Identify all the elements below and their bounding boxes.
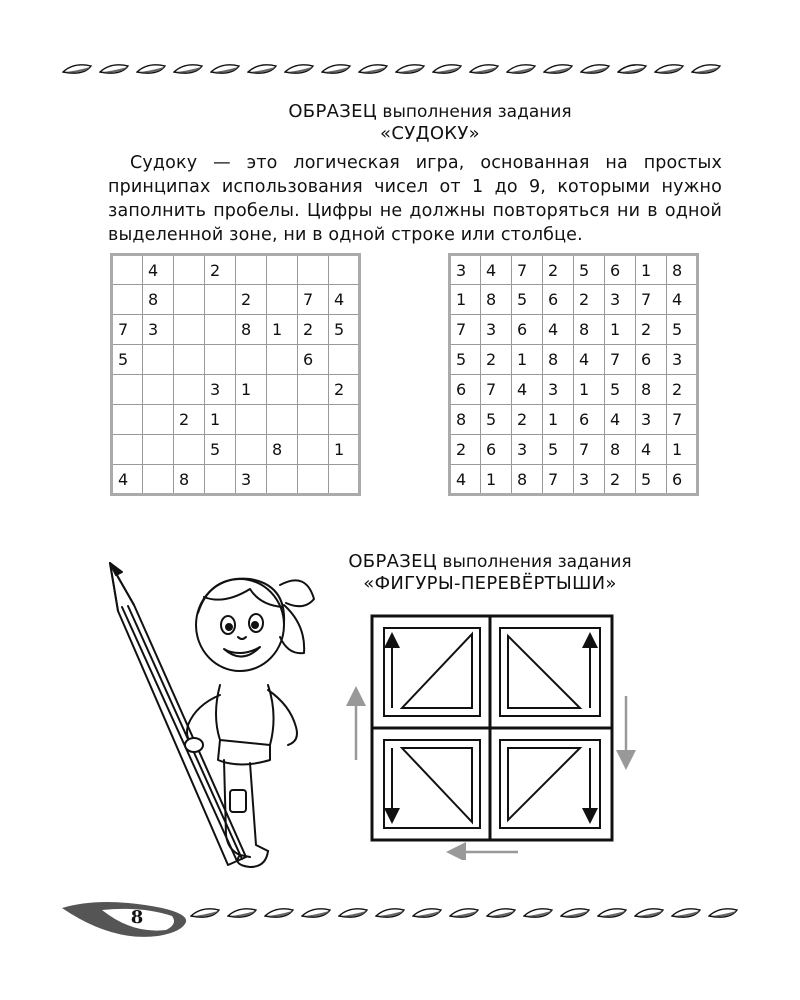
solution-cell: 8	[574, 315, 605, 345]
puzzle-cell	[143, 345, 174, 375]
puzzle-cell	[329, 405, 360, 435]
solution-cell: 3	[574, 465, 605, 495]
solution-cell: 1	[574, 375, 605, 405]
flip-heading-rest: выполнения задания	[437, 552, 632, 572]
sudoku-puzzle-grid	[110, 253, 361, 496]
leaf-ornament-icon	[691, 63, 721, 77]
solution-cell: 1	[450, 285, 481, 315]
solution-cell: 5	[450, 345, 481, 375]
leaf-ornament-icon	[227, 907, 257, 921]
puzzle-cell	[112, 255, 143, 285]
leaf-ornament-icon	[432, 63, 462, 77]
puzzle-cell	[112, 375, 143, 405]
leaf-ornament-icon	[506, 63, 536, 77]
puzzle-cell: 2	[236, 285, 267, 315]
solution-cell: 4	[636, 435, 667, 465]
puzzle-cell	[236, 255, 267, 285]
puzzle-cell: 8	[267, 435, 298, 465]
solution-cell: 2	[450, 435, 481, 465]
puzzle-cell	[267, 375, 298, 405]
intro-paragraph: Судоку — это логическая игра, основанная на простых принципах использования чисел от 1 до 9, которыми нужно заполнить пробелы. Цифры не должны повторяться ни в одной выделенной зоне, ни в одной строке или столбце.	[108, 153, 722, 245]
leaf-ornament-icon	[486, 907, 516, 921]
leaf-ornament-icon	[321, 63, 351, 77]
sudoku-heading-title: «СУДОКУ»	[380, 123, 480, 144]
solution-row	[450, 255, 698, 285]
leaf-ornament-icon	[395, 63, 425, 77]
solution-cell: 5	[574, 255, 605, 285]
solution-cell: 5	[636, 465, 667, 495]
puzzle-cell	[298, 405, 329, 435]
leaf-ornament-icon	[284, 63, 314, 77]
puzzle-cell	[143, 465, 174, 495]
puzzle-cell: 8	[236, 315, 267, 345]
solution-cell: 6	[512, 315, 543, 345]
puzzle-cell	[205, 345, 236, 375]
puzzle-row	[112, 435, 360, 465]
solution-cell: 3	[450, 255, 481, 285]
solution-cell: 3	[512, 435, 543, 465]
leaf-ornament-icon	[634, 907, 664, 921]
puzzle-cell: 5	[329, 315, 360, 345]
solution-cell: 6	[481, 435, 512, 465]
puzzle-cell	[267, 255, 298, 285]
leaf-ornament-icon	[412, 907, 442, 921]
flip-heading-caps: ОБРАЗЕЦ	[348, 551, 438, 572]
triangle-bottom-left	[402, 748, 472, 822]
solution-cell: 5	[543, 435, 574, 465]
sudoku-heading-caps: ОБРАЗЕЦ	[288, 101, 378, 122]
puzzle-cell	[236, 345, 267, 375]
solution-cell: 3	[605, 285, 636, 315]
solution-cell: 5	[605, 375, 636, 405]
solution-cell: 2	[481, 345, 512, 375]
solution-cell: 7	[667, 405, 698, 435]
solution-cell: 8	[605, 435, 636, 465]
puzzle-cell: 7	[112, 315, 143, 345]
puzzle-cell	[267, 405, 298, 435]
solution-cell: 6	[636, 345, 667, 375]
solution-cell: 2	[512, 405, 543, 435]
solution-cell: 6	[450, 375, 481, 405]
sudoku-solution-grid	[448, 253, 699, 496]
solution-cell: 7	[512, 255, 543, 285]
solution-cell: 2	[543, 255, 574, 285]
solution-row	[450, 435, 698, 465]
puzzle-cell	[329, 255, 360, 285]
puzzle-cell: 1	[267, 315, 298, 345]
solution-row	[450, 465, 698, 495]
leaf-ornament-icon	[523, 907, 553, 921]
puzzle-cell: 2	[298, 315, 329, 345]
solution-cell: 8	[636, 375, 667, 405]
solution-cell: 7	[636, 285, 667, 315]
puzzle-cell	[112, 435, 143, 465]
leaf-ornament-icon	[136, 63, 166, 77]
solution-cell: 2	[636, 315, 667, 345]
puzzle-cell: 1	[205, 405, 236, 435]
puzzle-cell	[174, 435, 205, 465]
leaf-ornament-icon	[62, 63, 92, 77]
puzzle-cell	[329, 465, 360, 495]
puzzle-cell	[205, 285, 236, 315]
solution-cell: 7	[481, 375, 512, 405]
puzzle-cell	[174, 375, 205, 405]
triangle-top-right	[508, 636, 580, 708]
flip-figures-diagram	[340, 600, 640, 860]
top-leaf-border	[62, 63, 728, 77]
puzzle-cell	[143, 405, 174, 435]
leaf-ornament-icon	[99, 63, 129, 77]
bottom-leaf-border	[190, 907, 745, 921]
puzzle-cell: 2	[329, 375, 360, 405]
solution-cell: 1	[512, 345, 543, 375]
solution-cell: 3	[667, 345, 698, 375]
flip-grid-frame	[372, 616, 612, 840]
puzzle-row	[112, 255, 360, 285]
solution-cell: 8	[481, 285, 512, 315]
puzzle-cell	[298, 435, 329, 465]
flip-figures-heading	[320, 551, 660, 594]
puzzle-row	[112, 375, 360, 405]
puzzle-cell: 1	[329, 435, 360, 465]
solution-cell: 4	[543, 315, 574, 345]
puzzle-cell: 3	[205, 375, 236, 405]
solution-cell: 5	[667, 315, 698, 345]
puzzle-cell	[205, 315, 236, 345]
puzzle-cell	[236, 405, 267, 435]
solution-row	[450, 285, 698, 315]
solution-cell: 8	[512, 465, 543, 495]
leaf-ornament-icon	[597, 907, 627, 921]
leaf-ornament-icon	[358, 63, 388, 77]
leaf-ornament-icon	[654, 63, 684, 77]
leaf-ornament-icon	[247, 63, 277, 77]
leaf-ornament-icon	[264, 907, 294, 921]
puzzle-cell: 5	[112, 345, 143, 375]
solution-cell: 1	[605, 315, 636, 345]
leaf-ornament-icon	[173, 63, 203, 77]
puzzle-cell: 2	[205, 255, 236, 285]
flip-heading-title: «ФИГУРЫ-ПЕРЕВЁРТЫШИ»	[363, 573, 617, 594]
solution-cell: 4	[512, 375, 543, 405]
sudoku-heading-rest: выполнения задания	[377, 102, 572, 122]
puzzle-cell	[174, 285, 205, 315]
solution-cell: 8	[450, 405, 481, 435]
leaf-ornament-icon	[580, 63, 610, 77]
puzzle-cell	[267, 465, 298, 495]
puzzle-cell	[236, 435, 267, 465]
puzzle-cell	[205, 465, 236, 495]
solution-cell: 5	[512, 285, 543, 315]
solution-cell: 1	[667, 435, 698, 465]
puzzle-cell: 3	[143, 315, 174, 345]
solution-cell: 2	[667, 375, 698, 405]
solution-row	[450, 405, 698, 435]
solution-cell: 3	[636, 405, 667, 435]
solution-cell: 8	[667, 255, 698, 285]
solution-cell: 3	[481, 315, 512, 345]
solution-cell: 8	[543, 345, 574, 375]
puzzle-cell	[174, 345, 205, 375]
leaf-ornament-icon	[543, 63, 573, 77]
solution-cell: 4	[667, 285, 698, 315]
puzzle-cell	[143, 435, 174, 465]
solution-cell: 6	[605, 255, 636, 285]
solution-row	[450, 315, 698, 345]
puzzle-cell: 8	[143, 285, 174, 315]
solution-row	[450, 345, 698, 375]
puzzle-cell: 2	[174, 405, 205, 435]
leaf-ornament-icon	[449, 907, 479, 921]
leaf-ornament-icon	[469, 63, 499, 77]
puzzle-cell	[143, 375, 174, 405]
solution-cell: 4	[605, 405, 636, 435]
leaf-ornament-icon	[708, 907, 738, 921]
leaf-ornament-icon	[190, 907, 220, 921]
puzzle-row	[112, 315, 360, 345]
puzzle-row	[112, 285, 360, 315]
puzzle-cell	[174, 255, 205, 285]
solution-cell: 7	[605, 345, 636, 375]
solution-cell: 6	[667, 465, 698, 495]
puzzle-cell: 7	[298, 285, 329, 315]
leaf-ornament-icon	[671, 907, 701, 921]
solution-cell: 5	[481, 405, 512, 435]
girl-with-pencil-illustration	[100, 545, 330, 885]
puzzle-cell: 4	[143, 255, 174, 285]
solution-cell: 2	[574, 285, 605, 315]
leaf-ornament-icon	[210, 63, 240, 77]
puzzle-cell	[174, 315, 205, 345]
solution-cell: 2	[605, 465, 636, 495]
solution-cell: 4	[574, 345, 605, 375]
solution-cell: 3	[543, 375, 574, 405]
puzzle-cell	[298, 375, 329, 405]
puzzle-cell	[112, 285, 143, 315]
puzzle-row	[112, 465, 360, 495]
puzzle-cell	[267, 345, 298, 375]
solution-cell: 4	[481, 255, 512, 285]
leaf-ornament-icon	[338, 907, 368, 921]
puzzle-row	[112, 405, 360, 435]
puzzle-cell: 3	[236, 465, 267, 495]
leaf-ornament-icon	[617, 63, 647, 77]
leaf-ornament-icon	[301, 907, 331, 921]
solution-cell: 6	[574, 405, 605, 435]
solution-cell: 7	[543, 465, 574, 495]
puzzle-cell: 8	[174, 465, 205, 495]
sudoku-heading	[230, 101, 630, 144]
puzzle-cell	[329, 345, 360, 375]
solution-cell: 1	[543, 405, 574, 435]
leaf-ornament-icon	[375, 907, 405, 921]
puzzle-cell	[267, 285, 298, 315]
puzzle-cell: 4	[112, 465, 143, 495]
solution-cell: 1	[636, 255, 667, 285]
solution-cell: 1	[481, 465, 512, 495]
leaf-ornament-icon	[560, 907, 590, 921]
page-number: 8	[130, 907, 144, 928]
puzzle-cell	[112, 405, 143, 435]
solution-cell: 7	[450, 315, 481, 345]
solution-cell: 6	[543, 285, 574, 315]
puzzle-cell	[298, 465, 329, 495]
triangle-top-left	[402, 634, 472, 708]
solution-row	[450, 375, 698, 405]
solution-cell: 7	[574, 435, 605, 465]
puzzle-cell: 4	[329, 285, 360, 315]
puzzle-row	[112, 345, 360, 375]
puzzle-cell: 6	[298, 345, 329, 375]
puzzle-cell: 1	[236, 375, 267, 405]
puzzle-cell: 5	[205, 435, 236, 465]
puzzle-cell	[298, 255, 329, 285]
triangle-bottom-right	[508, 748, 580, 820]
solution-cell: 4	[450, 465, 481, 495]
